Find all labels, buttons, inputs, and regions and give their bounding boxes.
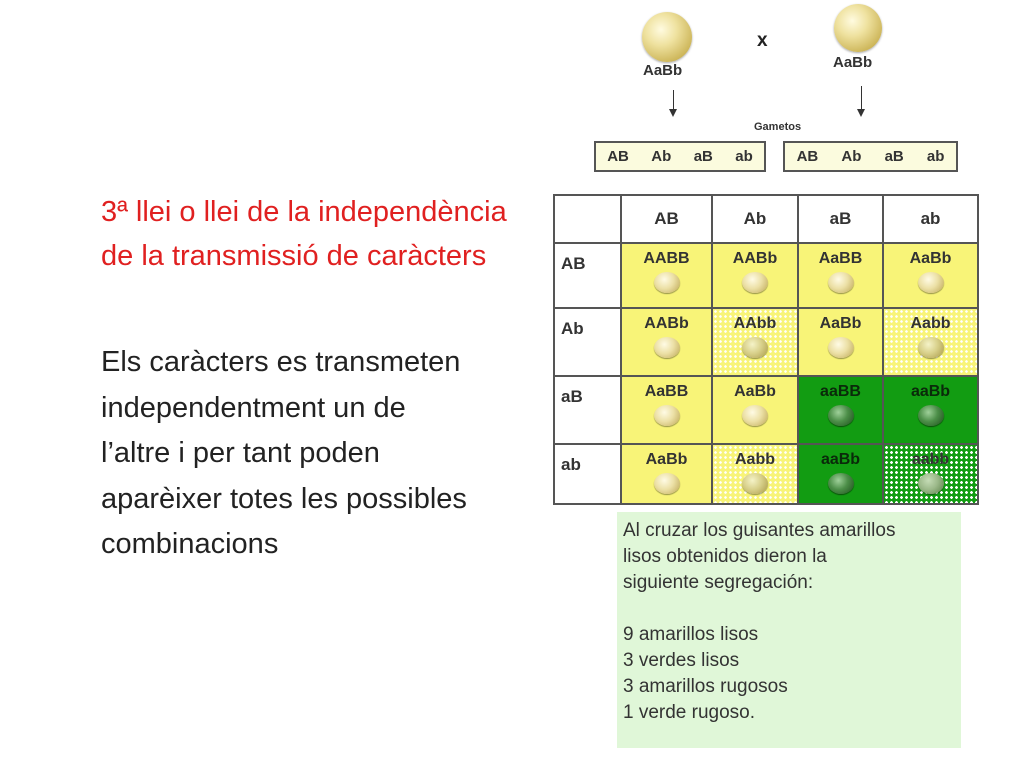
genotype-label: aaBb bbox=[910, 383, 951, 400]
yellow-smooth-pea-icon bbox=[742, 272, 768, 293]
gamete-left-2: Ab bbox=[651, 148, 672, 165]
cross-symbol: x bbox=[757, 30, 768, 51]
arrow-down-left-icon bbox=[673, 90, 674, 115]
punnett-cell bbox=[622, 377, 711, 443]
punnett-cell bbox=[884, 445, 977, 503]
slide-title: 3ª llei o llei de la independència de la transmissió de caràcters bbox=[101, 196, 507, 272]
genotype-label: AaBb bbox=[909, 250, 952, 267]
genotype-label: AaBb bbox=[819, 315, 862, 332]
parent-left-pea-icon bbox=[642, 12, 692, 62]
gamete-right-4: ab bbox=[926, 148, 945, 165]
gamete-right-1: AB bbox=[796, 148, 819, 165]
gametes-label: Gametos bbox=[754, 121, 802, 133]
punnett-cell bbox=[713, 244, 797, 307]
genotype-label: AABb bbox=[644, 315, 689, 332]
genotype-label: AaBB bbox=[818, 250, 863, 267]
gametes-left-box bbox=[594, 141, 766, 172]
yellow-smooth-pea-icon bbox=[654, 337, 680, 358]
caption-line: siguiente segregación: bbox=[623, 572, 814, 593]
genotype-label: AABB bbox=[643, 250, 690, 267]
gamete-left-1: AB bbox=[607, 148, 629, 165]
genotype-label: AABb bbox=[732, 250, 778, 267]
grid-corner bbox=[555, 196, 620, 242]
gamete-left-3: aB bbox=[693, 148, 713, 165]
green-smooth-pea-icon bbox=[918, 405, 944, 426]
punnett-cell bbox=[622, 244, 711, 307]
row-header: AB bbox=[555, 244, 620, 307]
punnett-cell bbox=[799, 244, 882, 307]
punnett-cell bbox=[884, 377, 977, 443]
punnett-cell bbox=[713, 377, 797, 443]
col-header: aB bbox=[799, 196, 882, 242]
arrow-down-right-icon bbox=[861, 86, 862, 115]
yellow-smooth-pea-icon bbox=[654, 405, 680, 426]
genotype-label: AaBb bbox=[734, 383, 776, 400]
yellow-smooth-pea-icon bbox=[918, 272, 944, 293]
green-smooth-pea-icon bbox=[828, 473, 854, 494]
punnett-cell bbox=[799, 309, 882, 375]
caption-spacer bbox=[623, 596, 961, 622]
yellow-wrinkled-pea-icon bbox=[742, 473, 768, 494]
punnett-cell bbox=[799, 445, 882, 503]
yellow-smooth-pea-icon bbox=[654, 473, 680, 494]
gamete-right-3: aB bbox=[884, 148, 904, 165]
parent-right-label: AaBb bbox=[833, 54, 873, 71]
punnett-cell bbox=[799, 377, 882, 443]
yellow-wrinkled-pea-icon bbox=[918, 337, 944, 358]
punnett-cell bbox=[713, 445, 797, 503]
genotype-label: Aabb bbox=[910, 315, 951, 332]
genotype-label: AaBB bbox=[644, 383, 689, 400]
col-header: ab bbox=[884, 196, 977, 242]
caption-result: 3 verdes lisos bbox=[623, 650, 740, 671]
row-header: aB bbox=[555, 377, 620, 443]
punnett-cell bbox=[622, 309, 711, 375]
row-header: Ab bbox=[555, 309, 620, 375]
punnett-square bbox=[553, 194, 979, 505]
gamete-right-2: Ab bbox=[841, 148, 862, 165]
yellow-wrinkled-pea-icon bbox=[742, 337, 768, 358]
caption-result: 9 amarillos lisos bbox=[623, 624, 759, 645]
yellow-smooth-pea-icon bbox=[742, 405, 768, 426]
parent-left-label: AaBb bbox=[643, 62, 683, 79]
gametes-right-box bbox=[783, 141, 958, 172]
caption-line: lisos obtenidos dieron la bbox=[623, 546, 827, 567]
green-smooth-pea-icon bbox=[828, 405, 854, 426]
caption-line: Al cruzar los guisantes amarillos bbox=[623, 520, 896, 541]
parent-right-pea-icon bbox=[834, 4, 882, 52]
slide-body-text: Els caràcters es transmeten independentment un de l’altre i per tant poden aparèixer totes les possibles combinacions bbox=[101, 346, 467, 560]
caption-result: 3 amarillos rugosos bbox=[623, 676, 788, 697]
col-header: Ab bbox=[713, 196, 797, 242]
punnett-cell bbox=[884, 244, 977, 307]
punnett-cell bbox=[713, 309, 797, 375]
punnett-cell bbox=[622, 445, 711, 503]
green-wrinkled-pea-icon bbox=[918, 473, 944, 494]
yellow-smooth-pea-icon bbox=[828, 272, 854, 293]
row-header: ab bbox=[555, 445, 620, 503]
punnett-cell bbox=[884, 309, 977, 375]
yellow-smooth-pea-icon bbox=[828, 337, 854, 358]
segregation-caption bbox=[617, 512, 961, 748]
gamete-left-4: ab bbox=[735, 148, 753, 165]
yellow-smooth-pea-icon bbox=[654, 272, 680, 293]
genotype-label: aaBb bbox=[820, 451, 861, 468]
genotype-label: Aabb bbox=[735, 451, 775, 468]
genotype-label: aaBB bbox=[820, 383, 861, 400]
genotype-label: AAbb bbox=[733, 315, 777, 332]
caption-result: 1 verde rugoso. bbox=[623, 702, 756, 723]
col-header: AB bbox=[622, 196, 711, 242]
genotype-label: AaBb bbox=[645, 451, 688, 468]
genotype-label: aabb bbox=[911, 451, 950, 468]
